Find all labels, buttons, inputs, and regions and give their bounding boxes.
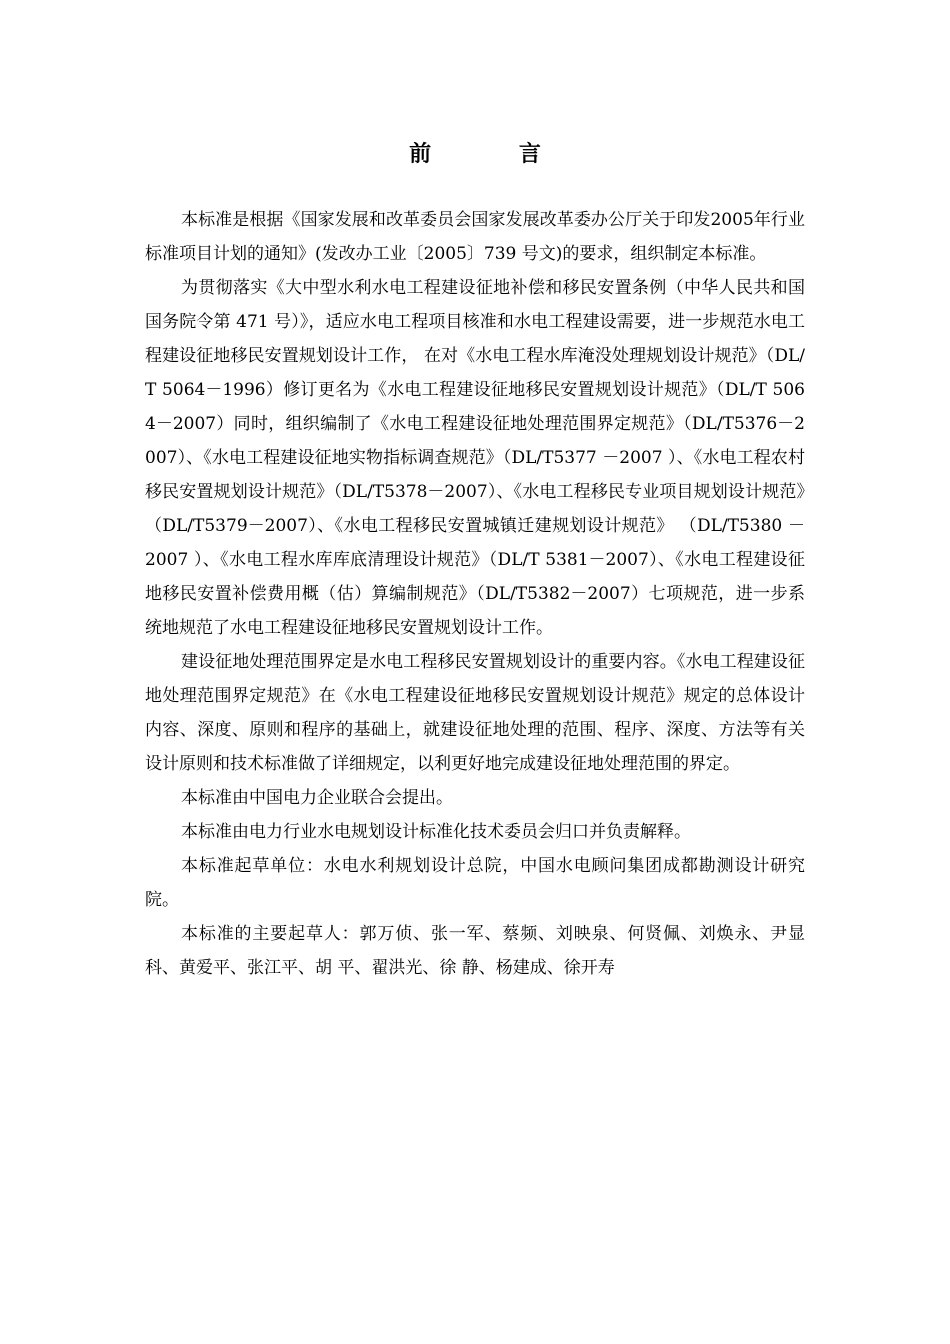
paragraph-drafting-units: 本标准起草单位：水电水利规划设计总院，中国水电顾问集团成都勘测设计研究院。 (145, 856, 805, 910)
paragraph-interpretation: 本标准由电力行业水电规划设计标准化技术委员会归口并负责解释。 (181, 822, 691, 842)
paragraph-basis: 本标准是根据《国家发展和改革委员会国家发展改革委办公厅关于印发2005年行业标准项目计划的通知》(发改办工业〔2005〕739 号文)的要求，组织制定本标准。 (145, 210, 805, 264)
paragraph-purpose: 为贯彻落实《大中型水利水电工程建设征地补偿和移民安置条例（中华人民共和国国务院令第 471 号）》，适应水电工程项目核准和水电工程建设需要，进一步规范水电工程建设征地移民安置规划设计工作， 在对《水电工程水库淹没处理规划设计规范》（DL/T 5064－1996）修订更名为《水电工程建设征地移民安置规划设计规范》（DL/T 5064－2007）同时，组织编制了《水电工程建设征地处理范围界定规范》（DL/T5376－2007）、《水电工程建设征地实物指标调查规范》（DL/T5377 －2007 ）、《水电工程农村移民安置规划设计规范》（DL/T5378－2007）、《水电工程移民专业项目规划设计规范》（DL/T5379－2007）、《水电工程移民安置城镇迁建规划设计规范》 （DL/T5380 －2007 ）、《水电工程水库库底清理设计规范》（DL/T 5381－2007）、《水电工程建设征地移民安置补偿费用概（估）算编制规范》（DL/T5382－2007）七项规范，进一步系统地规范了水电工程建设征地移民安置规划设计工作。 (145, 278, 805, 638)
document-body (145, 203, 805, 985)
paragraph-drafters: 本标准的主要起草人：郭万侦、张一军、蔡频、刘映泉、何贤佩、刘焕永、尹显科、黄爱平、张江平、胡 平、翟洪光、徐 静、杨建成、徐开寿 (145, 924, 805, 978)
paragraph-scope: 建设征地处理范围界定是水电工程移民安置规划设计的重要内容。《水电工程建设征地处理范围界定规范》在《水电工程建设征地移民安置规划设计规范》规定的总体设计内容、深度、原则和程序的基础上，就建设征地处理的范围、程序、深度、方法等有关设计原则和技术标准做了详细规定，以利更好地完成建设征地处理范围的界定。 (145, 652, 805, 774)
paragraph-proposer: 本标准由中国电力企业联合会提出。 (181, 788, 453, 808)
page-title: 前 言 (409, 141, 581, 167)
